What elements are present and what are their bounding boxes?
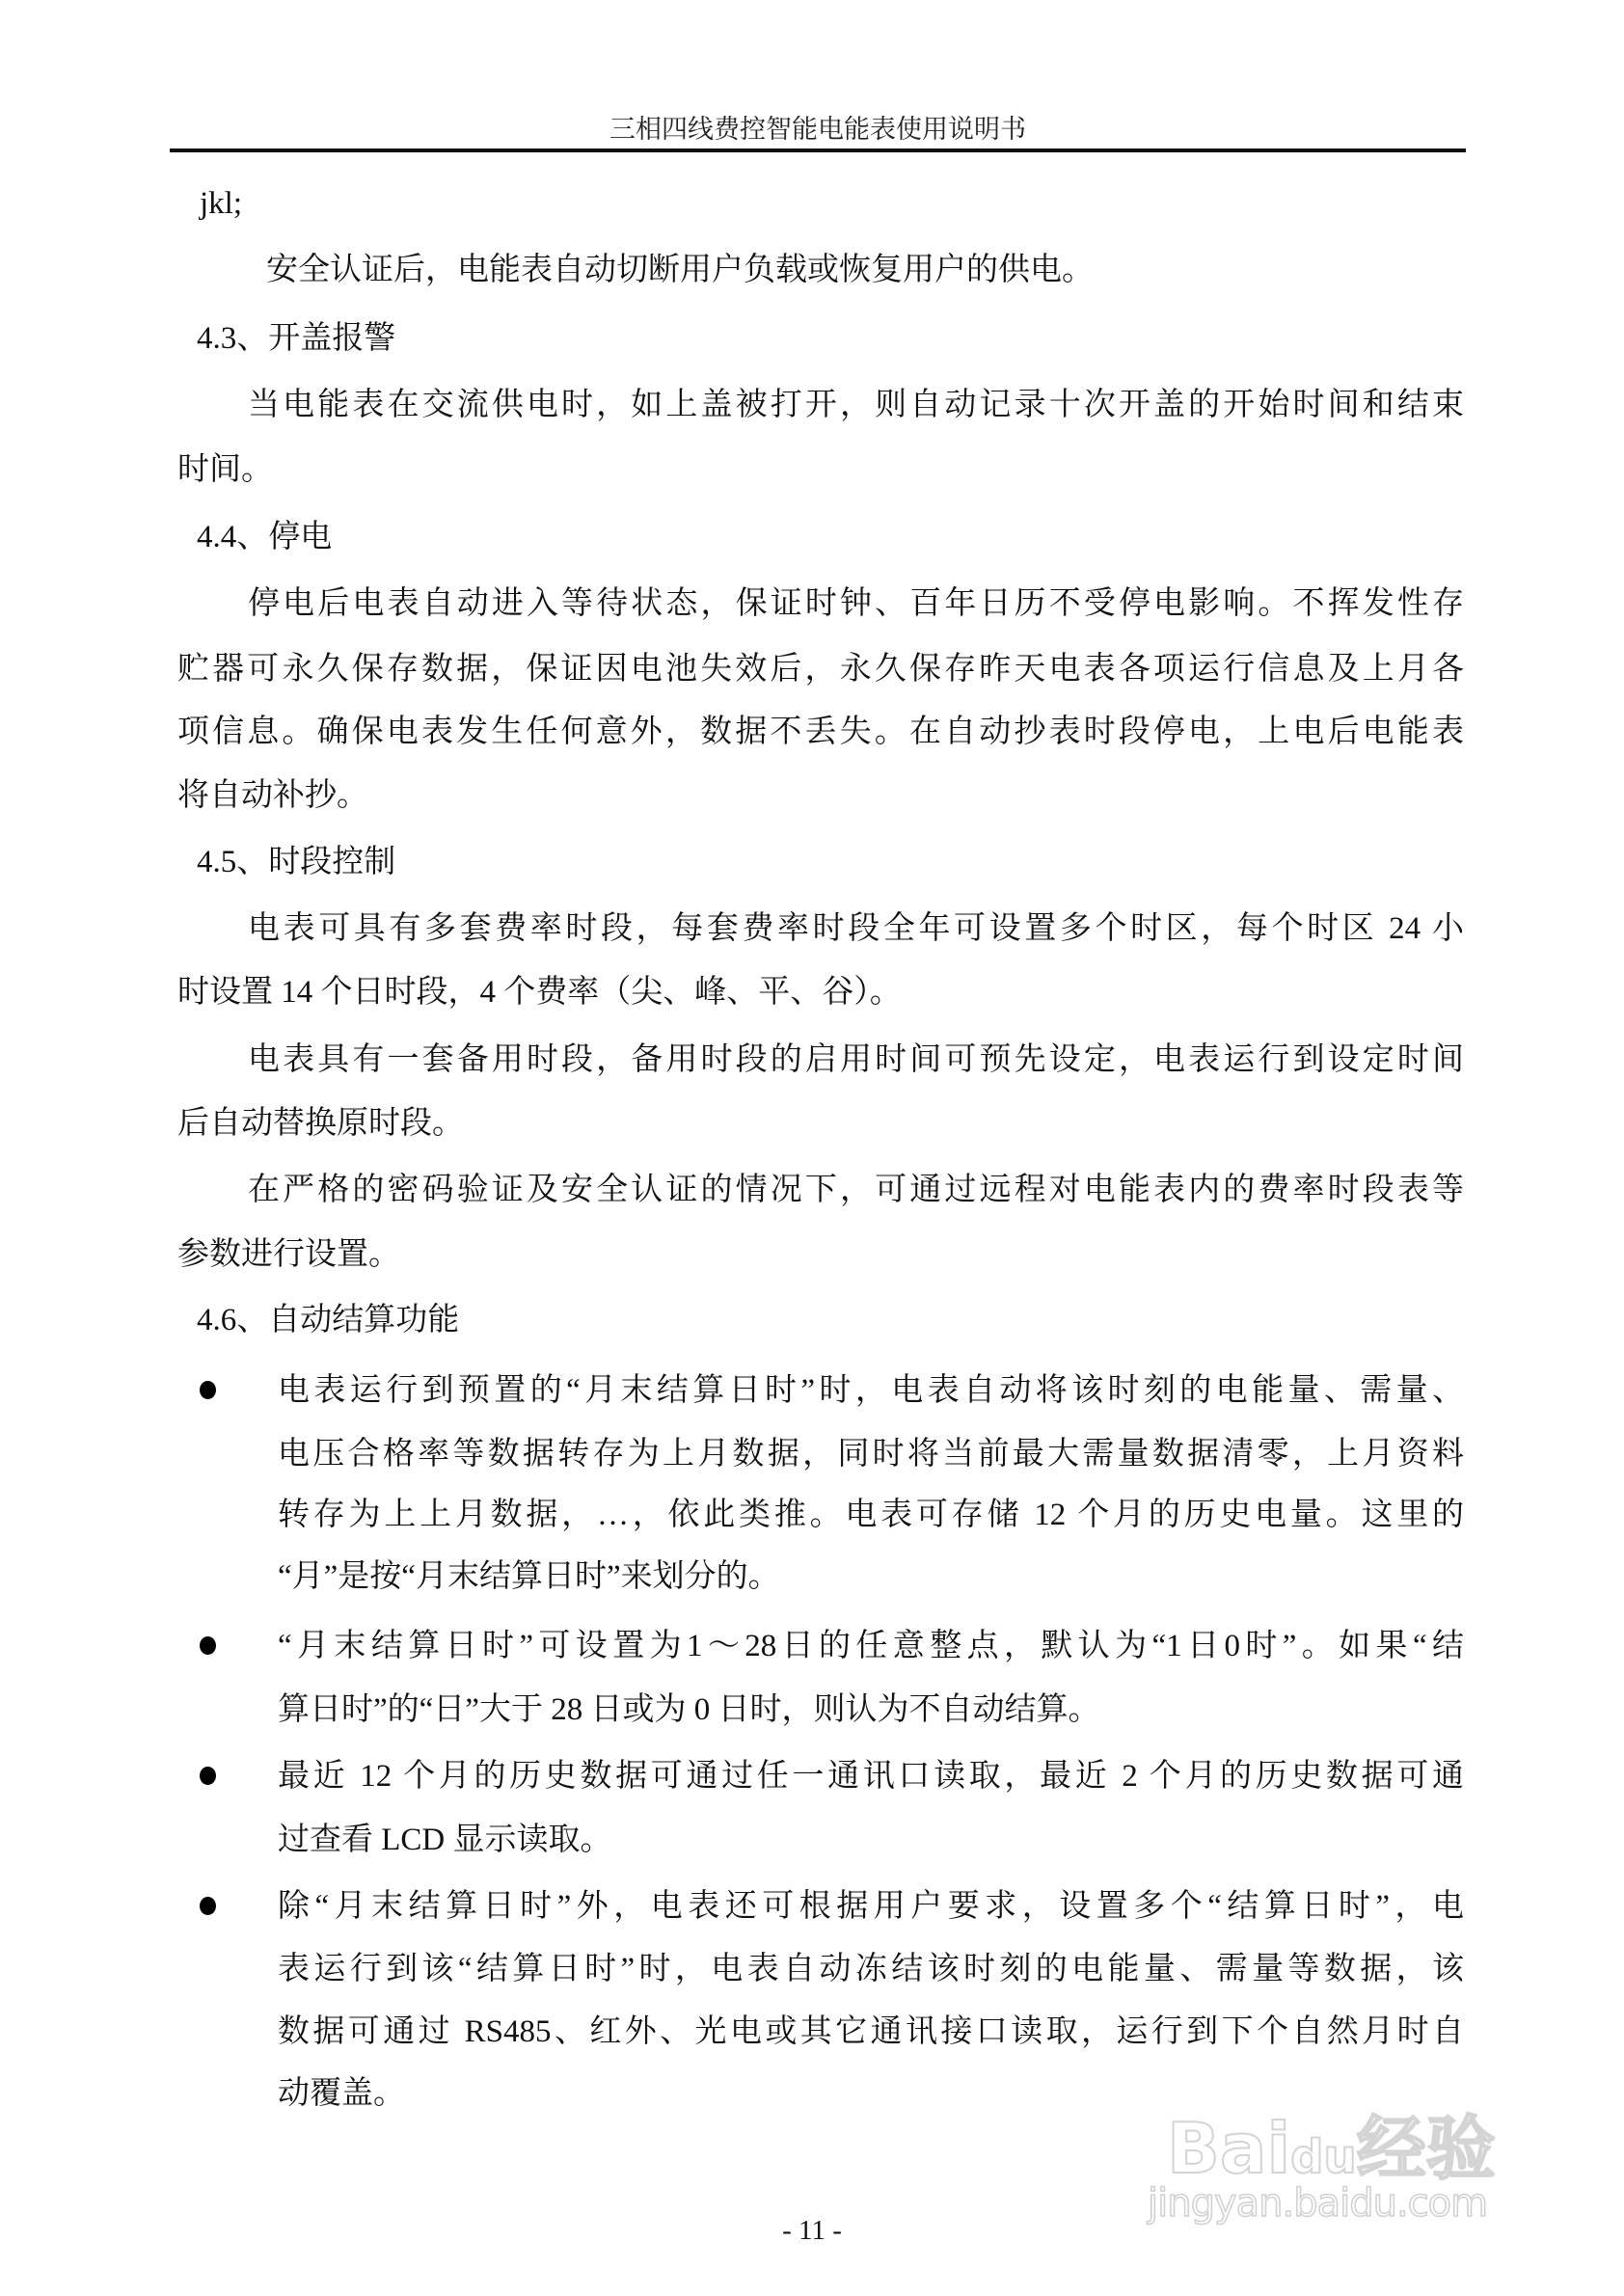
text-line: 最近 12 个月的历史数据可通过任一通讯口读取，最近 2 个月的历史数据可通 (278, 1759, 1464, 1794)
text-line: 数据可通过 RS485、红外、光电或其它通讯接口读取，运行到下个自然月时自 (278, 2014, 1464, 2049)
text-line: “月末结算日时”可设置为1～28日的任意整点，默认为“1日0时”。如果“结 (278, 1629, 1464, 1663)
section-heading: 4.6、自动结算功能 (197, 1303, 460, 1337)
text-line: 转存为上上月数据，…，依此类推。电表可存储 12 个月的历史电量。这里的 (278, 1498, 1464, 1532)
text-line: 电表运行到预置的“月末结算日时”时，电表自动将该时刻的电能量、需量、 (278, 1373, 1464, 1408)
text-line: 时间。 (177, 452, 273, 487)
text-line: 电表具有一套备用时段，备用时段的启用时间可预先设定，电表运行到设定时间 (248, 1042, 1464, 1077)
text-line: 安全认证后，电能表自动切断用户负载或恢复用户的供电。 (266, 253, 1094, 287)
text-line: 在严格的密码验证及安全认证的情况下，可通过远程对电能表内的费率时段表等 (248, 1173, 1464, 1207)
text-line: 表运行到该“结算日时”时，电表自动冻结该时刻的电能量、需量等数据，该 (278, 1952, 1464, 1986)
text-line: 将自动补抄。 (177, 778, 368, 813)
text-line: jkl; (200, 186, 243, 221)
text-line: 贮器可永久保存数据，保证因电池失效后，永久保存昨天电表各项运行信息及上月各 (177, 652, 1464, 687)
text-line: 后自动替换原时段。 (177, 1106, 464, 1141)
bullet-icon (200, 1767, 216, 1785)
text-line: 时设置 14 个日时段，4 个费率（尖、峰、平、谷）。 (177, 975, 902, 1010)
bullet-icon (200, 1381, 216, 1399)
text-line: 除“月末结算日时”外，电表还可根据用户要求，设置多个“结算日时”，电 (278, 1889, 1464, 1924)
running-header: 三相四线费控智能电能表使用说明书 (609, 115, 1026, 144)
text-line: 电表可具有多套费率时段，每套费率时段全年可设置多个时区，每个时区 24 小 (248, 911, 1464, 946)
section-heading: 4.4、停电 (197, 520, 333, 554)
watermark-logo: Baidu经验 (1167, 2108, 1496, 2189)
text-line: 过查看 LCD 显示读取。 (278, 1823, 612, 1857)
section-heading: 4.3、开盖报警 (197, 321, 396, 356)
text-line: 停电后电表自动进入等待状态，保证时钟、百年日历不受停电影响。不挥发性存 (248, 586, 1464, 621)
section-heading: 4.5、时段控制 (197, 845, 396, 879)
text-line: 项信息。确保电表发生任何意外，数据不丢失。在自动抄表时段停电，上电后电能表 (177, 715, 1464, 749)
text-line: “月”是按“月末结算日时”来划分的。 (278, 1559, 780, 1594)
text-line: 当电能表在交流供电时，如上盖被打开，则自动记录十次开盖的开始时间和结束 (248, 388, 1464, 422)
text-line: 算日时”的“日”大于 28 日或为 0 日时，则认为不自动结算。 (278, 1692, 1100, 1727)
bullet-icon (200, 1897, 216, 1915)
baidu-watermark (1148, 2054, 1533, 2237)
page-number: - 11 - (782, 2215, 842, 2246)
bullet-icon (200, 1636, 216, 1655)
watermark-url: jingyan.baidu.com (1148, 2181, 1488, 2226)
text-line: 电压合格率等数据转存为上月数据，同时将当前最大需量数据清零，上月资料 (278, 1437, 1464, 1472)
header-rule (170, 149, 1466, 152)
text-line: 动覆盖。 (278, 2076, 405, 2111)
text-line: 参数进行设置。 (177, 1237, 400, 1272)
